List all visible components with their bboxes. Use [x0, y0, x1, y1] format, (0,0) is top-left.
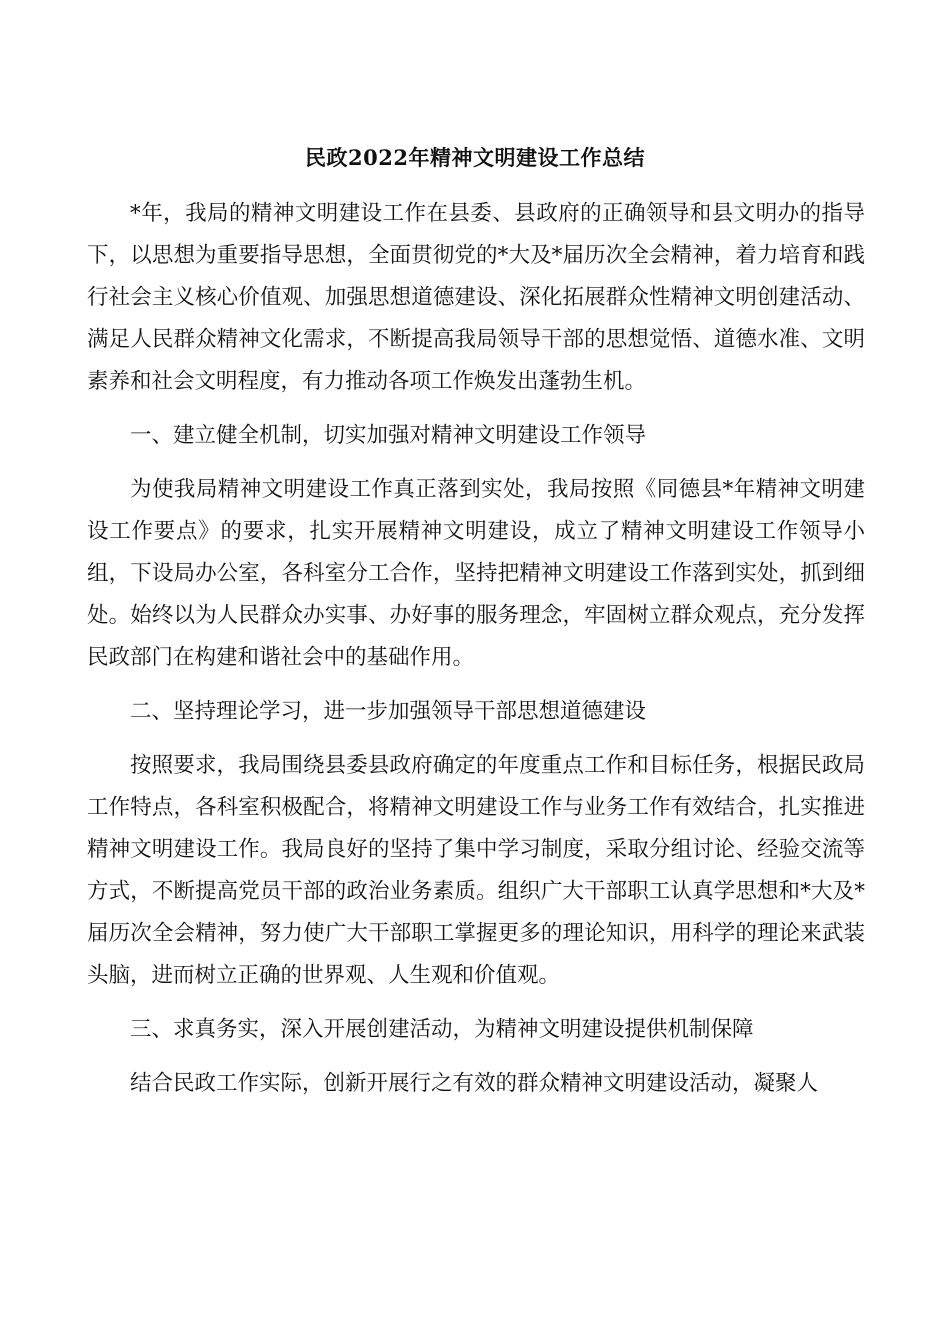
intro-paragraph: *年，我局的精神文明建设工作在县委、县政府的正确领导和县文明办的指导下，以思想为重要指导思想，全面贯彻党的*大及*届历次全会精神，着力培育和践行社会主义核心价值观、加强思想道德建设、深化拓展群众性精神文明创建活动、满足人民群众精神文化需求，不断提高我局领导干部的思想觉悟、道德水准、文明素养和社会文明程度，有力推动各项工作焕发出蓬勃生机。: [87, 201, 865, 394]
document-title: 民政2022年精神文明建设工作总结: [305, 145, 645, 170]
document-body: [87, 193, 865, 1105]
section-3-paragraph: 结合民政工作实际，创新开展行之有效的群众精神文明建设活动，凝聚人: [130, 1071, 819, 1096]
section-heading-3: 三、求真务实，深入开展创建活动，为精神文明建设提供机制保障: [130, 1017, 754, 1042]
section-heading-2: 二、坚持理论学习，进一步加强领导干部思想道德建设: [130, 699, 647, 724]
section-heading-1: 一、建立健全机制，切实加强对精神文明建设工作领导: [130, 423, 647, 448]
section-1-paragraph: 为使我局精神文明建设工作真正落到实处，我局按照《同德县*年精神文明建设工作要点》的要求，扎实开展精神文明建设，成立了精神文明建设工作领导小组，下设局办公室，各科室分工合作，坚持把精神文明建设工作落到实处，抓到细处。始终以为人民群众办实事、办好事的服务理念，牢固树立群众观点，充分发挥民政部门在构建和谐社会中的基础作用。: [87, 477, 865, 670]
section-2-paragraph: 按照要求，我局围绕县委县政府确定的年度重点工作和目标任务，根据民政局工作特点，各科室积极配合，将精神文明建设工作与业务工作有效结合，扎实推进精神文明建设工作。我局良好的坚持了集中学习制度，采取分组讨论、经验交流等方式，不断提高党员干部的政治业务素质。组织广大干部职工认真学思想和*大及*届历次全会精神，努力使广大干部职工掌握更多的理论知识，用科学的理论来武装头脑，进而树立正确的世界观、人生观和价值观。: [87, 753, 865, 988]
